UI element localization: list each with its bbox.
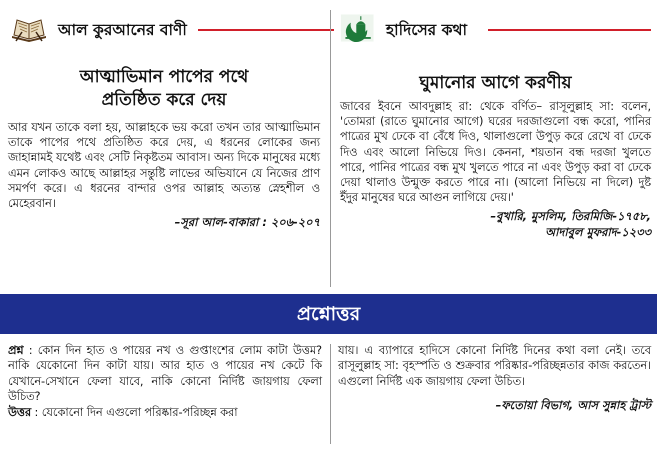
hadith-body: জাবের ইবনে আবদুল্লাহ রা: থেকে বর্ণিত– রাসূলুল্লাহ সা: বলেন, 'তোমরা (রাতে ঘুমানোর আগে) ঘরের দরজাগুলো বন্ধ করো, পানির পাত্রের মুখ ঢেকে বা বেঁধে দিও, থালাগুলো উপুড় করে রেখে বা ঢেকে দিও এবং আলো নিভিয়ে দিও। কেননা, শয়তান বন্ধ দরজা খুলতে পারে, পানির পাত্রের বন্ধ মুখ খুলতে পারে না এবং উপুড় করা বা ঢেকে দেয়া থালাও উন্মুক্ত করতে পারে না। (আলো নিভিয়ে না দিলে) দুষ্ট ইঁদুর মানুষের ঘরে আগুন লাগিয়ে দেয়।' — [340, 99, 651, 205]
qa-banner: প্রশ্নোত্তর — [0, 294, 657, 334]
quran-source: –সূরা আল-বাকারা : ২০৬-২০৭ — [174, 215, 320, 230]
quran-book-icon — [8, 12, 50, 44]
quran-section-header — [8, 10, 320, 46]
hadith-article-title: ঘুমানোর আগে করণীয় — [419, 73, 572, 93]
quran-title-line2: প্রতিষ্ঠিত করে দেয় — [101, 90, 227, 110]
mosque-icon — [340, 12, 378, 44]
hadith-section-title: হাদিসের কথা — [386, 21, 467, 39]
quran-title-line1: আত্মাভিমান পাপের পথে — [79, 67, 249, 87]
answer-label: উত্তর — [8, 404, 31, 419]
qa-right-column — [338, 343, 651, 416]
hadith-source-line1: –বুখারি, মুসলিম, তিরমিজি-১৭৫৮, — [490, 209, 651, 224]
hadith-source-line2: আদাবুল মুফরাদ-১২৩৩ — [545, 224, 651, 239]
qa-answer-start — [8, 405, 322, 420]
qa-source: –ফতোয়া বিভাগ, আস সুন্নাহ ট্রাস্ট — [495, 398, 651, 413]
question-label: প্রশ্ন — [8, 343, 24, 357]
hadith-source — [340, 209, 651, 239]
quran-header-rule — [198, 29, 334, 31]
quran-section-title: আল কুরআনের বাণী — [58, 21, 187, 39]
answer-text-part2: যায়। এ ব্যাপারে হাদিসে কোনো নির্দিষ্ট দিনের কথা বলা নেই। তবে রাসূলুল্লাহ সা: বৃহস্পতি ও শুক্রবার পরিষ্কার-পরিচ্ছন্নতার কাজ করতেন। এগুলো নির্দিষ্ট এক জায়গায় ফেলা উচিত। — [338, 343, 651, 388]
quran-section — [8, 10, 320, 230]
qa-column-divider — [330, 344, 331, 444]
column-divider — [330, 10, 331, 287]
quran-article-title — [8, 66, 320, 112]
qa-left-column — [8, 343, 322, 420]
quran-body: আর যখন তাকে বলা হয়, আল্লাহকে ভয় করো তখন তার আত্মাভিমান তাকে পাপের পথে প্রতিষ্ঠিত করে দেয়, এ ধরনের লোকের জন্য জাহান্নামই যথেষ্ট এবং সেটি নিকৃষ্টতম আবাস। অন্য দিকে মানুষের মধ্যে এমন লোকও আছে আল্লাহর সন্তুষ্টি লাভের অভিযানে যে নিজের প্রাণ সমর্পণ করে। এ ধরনের বান্দার ওপর আল্লাহ অত্যন্ত স্নেহশীল ও মেহেরবান। — [8, 120, 320, 211]
qa-question — [8, 343, 322, 405]
hadith-section — [340, 10, 651, 240]
hadith-section-header — [340, 10, 651, 46]
question-text: : কোন দিন হাত ও পায়ের নখ ও গুপ্তাংশের লোম কাটা উত্তম? নাকি যেকোনো দিন কাটা যায়। আর হাত ও পায়ের নখ কেটে কি যেখানে-সেখানে ফেলা যাবে, নাকি কোনো নির্দিষ্ট জায়গায় ফেলা উচিত? — [8, 343, 322, 404]
answer-text-part1: : যেকোনো দিন এগুলো পরিষ্কার-পরিচ্ছন্ন করা — [31, 404, 238, 419]
hadith-header-rule — [488, 29, 651, 31]
